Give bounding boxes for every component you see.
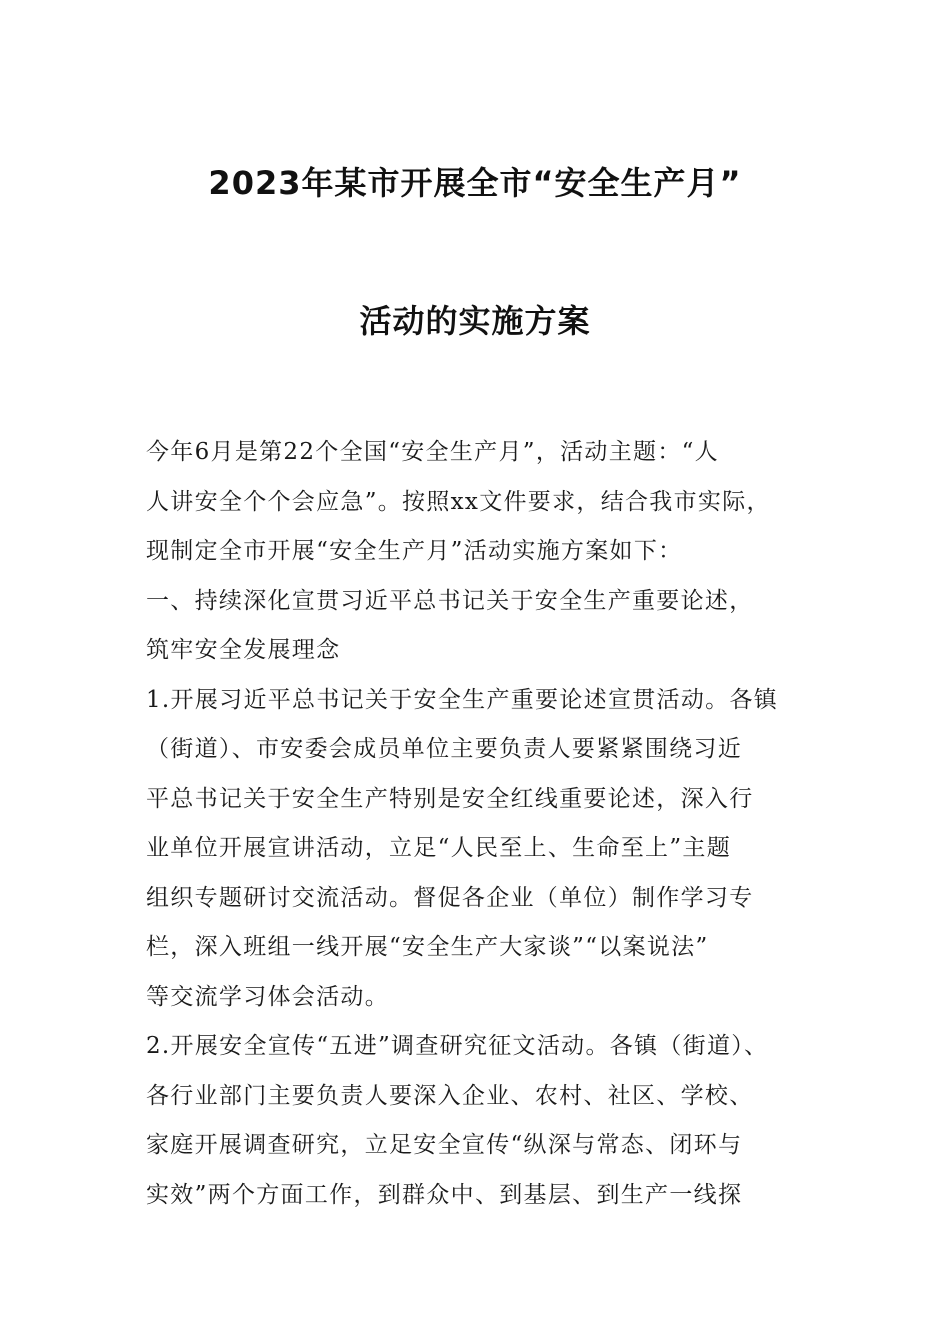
section-heading-line: 筑牢安全发展理念: [146, 637, 341, 663]
body-line: （街道）、市安委会成员单位主要负责人要紧紧围绕习近: [146, 736, 742, 762]
body-line: 各行业部门主要负责人要深入企业、农村、社区、学校、: [146, 1082, 754, 1109]
body-line: 2.开展安全宣传“五进”调查研究征文活动。各镇（街道）、: [146, 1033, 769, 1059]
body-line: 家庭开展调查研究，立足安全宣传“纵深与常态、闭环与: [146, 1132, 743, 1158]
document-title-line-1: 2023年某市开展全市“安全生产月”: [208, 164, 742, 202]
body-line: 人讲安全个个会应急”。按照xx文件要求，结合我市实际，: [146, 488, 771, 515]
body-line: 平总书记关于安全生产特别是安全红线重要论述，深入行: [146, 785, 754, 812]
document-body: [146, 428, 814, 1220]
section-heading-line: 一、持续深化宣贯习近平总书记关于安全生产重要论述，: [146, 587, 754, 614]
body-line: 等交流学习体会活动。: [146, 983, 389, 1010]
body-line: 1.开展习近平总书记关于安全生产重要论述宣贯活动。各镇: [146, 686, 779, 713]
body-line: 组织专题研讨交流活动。督促各企业（单位）制作学习专: [146, 884, 754, 911]
body-line: 现制定全市开展“安全生产月”活动实施方案如下：: [146, 538, 683, 564]
document-title-line-2: 活动的实施方案: [359, 302, 591, 340]
body-line: 业单位开展宣讲活动，立足“人民至上、生命至上”主题: [146, 835, 732, 861]
body-line: 实效”两个方面工作，到群众中、到基层、到生产一线探: [146, 1181, 743, 1208]
body-line: 今年6月是第22个全国“安全生产月”，活动主题：“人: [146, 439, 719, 465]
body-line: 栏，深入班组一线开展“安全生产大家谈”“以案说法”: [146, 934, 709, 960]
